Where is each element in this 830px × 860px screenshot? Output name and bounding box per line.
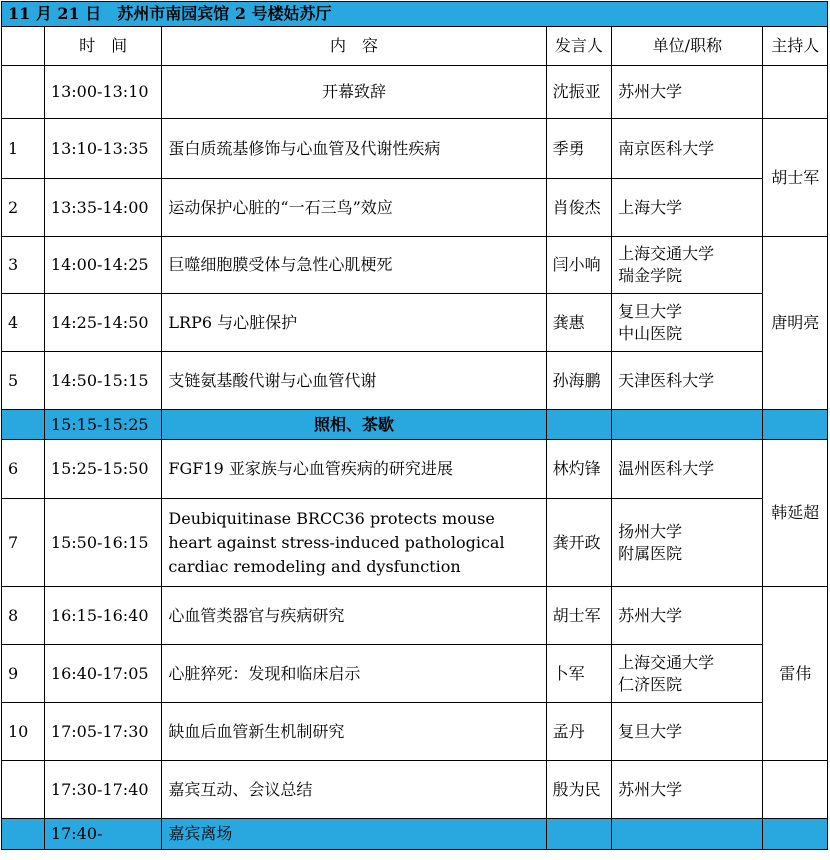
row-speaker: 孟丹 [546, 703, 612, 761]
row-chair-empty [763, 819, 828, 850]
row-unit: 天津医科大学 [612, 352, 763, 410]
row-time: 15:15-15:25 [44, 410, 162, 440]
row-time: 17:05-17:30 [44, 703, 162, 761]
row-content: Deubiquitinase BRCC36 protects mouse heart against stress-induced pathological cardiac remodeling and dysfunction [162, 499, 546, 587]
header-content: 内 容 [162, 27, 546, 66]
row-time: 13:00-13:10 [44, 66, 162, 119]
header-time: 时 间 [44, 27, 162, 66]
row-unit [612, 819, 763, 850]
table-row [2, 587, 828, 645]
row-speaker: 龚惠 [546, 294, 612, 352]
row-speaker: 林灼锋 [546, 440, 612, 499]
table-row [2, 703, 828, 761]
schedule-table [1, 1, 828, 850]
header-row [2, 27, 828, 66]
venue-label: 苏州市南园宾馆 2 号楼姑苏厅 [117, 4, 332, 23]
row-content: 心血管类器官与疾病研究 [162, 587, 546, 645]
break-row [2, 410, 828, 440]
row-speaker [546, 819, 612, 850]
row-speaker [546, 410, 612, 440]
row-chair-empty [763, 410, 828, 440]
row-time: 16:15-16:40 [44, 587, 162, 645]
row-unit: 复旦大学 中山医院 [612, 294, 763, 352]
row-content: 蛋白质巯基修饰与心血管及代谢性疾病 [162, 119, 546, 179]
row-no [2, 819, 45, 850]
table-row [2, 645, 828, 703]
row-no: 3 [2, 237, 45, 294]
row-time: 13:10-13:35 [44, 119, 162, 179]
row-unit: 上海交通大学 瑞金学院 [612, 237, 763, 294]
row-speaker: 沈振亚 [546, 66, 612, 119]
row-no: 1 [2, 119, 45, 179]
chair-cell: 胡士军 [763, 119, 828, 237]
row-time: 14:50-15:15 [44, 352, 162, 410]
row-no [2, 66, 45, 119]
row-content: 支链氨基酸代谢与心血管代谢 [162, 352, 546, 410]
header-unit: 单位/职称 [612, 27, 763, 66]
row-speaker: 胡士军 [546, 587, 612, 645]
table-row [2, 352, 828, 410]
row-time: 14:25-14:50 [44, 294, 162, 352]
chair-cell: 唐明亮 [763, 237, 828, 410]
row-speaker: 卜军 [546, 645, 612, 703]
chair-cell: 韩延超 [763, 440, 828, 587]
row-unit: 南京医科大学 [612, 119, 763, 179]
row-no: 10 [2, 703, 45, 761]
row-no [2, 761, 45, 819]
row-no: 4 [2, 294, 45, 352]
row-speaker: 龚开政 [546, 499, 612, 587]
row-chair-empty [763, 66, 828, 119]
row-time: 17:40- [44, 819, 162, 850]
table-row [2, 179, 828, 237]
row-unit: 苏州大学 [612, 587, 763, 645]
row-no: 8 [2, 587, 45, 645]
table-row [2, 440, 828, 499]
schedule-title [2, 2, 828, 27]
table-row [2, 761, 828, 819]
row-no [2, 410, 45, 440]
table-row [2, 499, 828, 587]
row-no: 6 [2, 440, 45, 499]
row-no: 7 [2, 499, 45, 587]
row-unit: 上海交通大学 仁济医院 [612, 645, 763, 703]
row-time: 14:00-14:25 [44, 237, 162, 294]
row-content: LRP6 与心脏保护 [162, 294, 546, 352]
row-content: 照相、茶歇 [162, 410, 546, 440]
row-unit: 复旦大学 [612, 703, 763, 761]
row-time: 15:50-16:15 [44, 499, 162, 587]
chair-cell: 雷伟 [763, 587, 828, 761]
row-content: 开幕致辞 [162, 66, 546, 119]
row-unit: 苏州大学 [612, 761, 763, 819]
table-row [2, 237, 828, 294]
row-content: 嘉宾离场 [162, 819, 546, 850]
header-speaker: 发言人 [546, 27, 612, 66]
row-speaker: 季勇 [546, 119, 612, 179]
row-no: 5 [2, 352, 45, 410]
row-content: 心脏猝死：发现和临床启示 [162, 645, 546, 703]
row-unit: 温州医科大学 [612, 440, 763, 499]
row-content: FGF19 亚家族与心血管疾病的研究进展 [162, 440, 546, 499]
depart-row [2, 819, 828, 850]
row-unit: 上海大学 [612, 179, 763, 237]
row-time: 15:25-15:50 [44, 440, 162, 499]
row-unit: 苏州大学 [612, 66, 763, 119]
row-content: 缺血后血管新生机制研究 [162, 703, 546, 761]
row-content: 巨噬细胞膜受体与急性心肌梗死 [162, 237, 546, 294]
table-row [2, 294, 828, 352]
row-no: 9 [2, 645, 45, 703]
row-speaker: 闫小响 [546, 237, 612, 294]
row-speaker: 肖俊杰 [546, 179, 612, 237]
row-time: 13:35-14:00 [44, 179, 162, 237]
row-unit [612, 410, 763, 440]
table-row [2, 66, 828, 119]
row-chair-empty [763, 761, 828, 819]
row-time: 16:40-17:05 [44, 645, 162, 703]
date-label: 11 月 21 日 [8, 4, 102, 23]
header-no [2, 27, 45, 66]
header-chair: 主持人 [763, 27, 828, 66]
row-time: 17:30-17:40 [44, 761, 162, 819]
row-speaker: 殷为民 [546, 761, 612, 819]
table-row [2, 119, 828, 179]
row-content: 运动保护心脏的“一石三鸟”效应 [162, 179, 546, 237]
title-row [2, 2, 828, 27]
row-speaker: 孙海鹏 [546, 352, 612, 410]
row-content: 嘉宾互动、会议总结 [162, 761, 546, 819]
row-no: 2 [2, 179, 45, 237]
row-unit: 扬州大学 附属医院 [612, 499, 763, 587]
